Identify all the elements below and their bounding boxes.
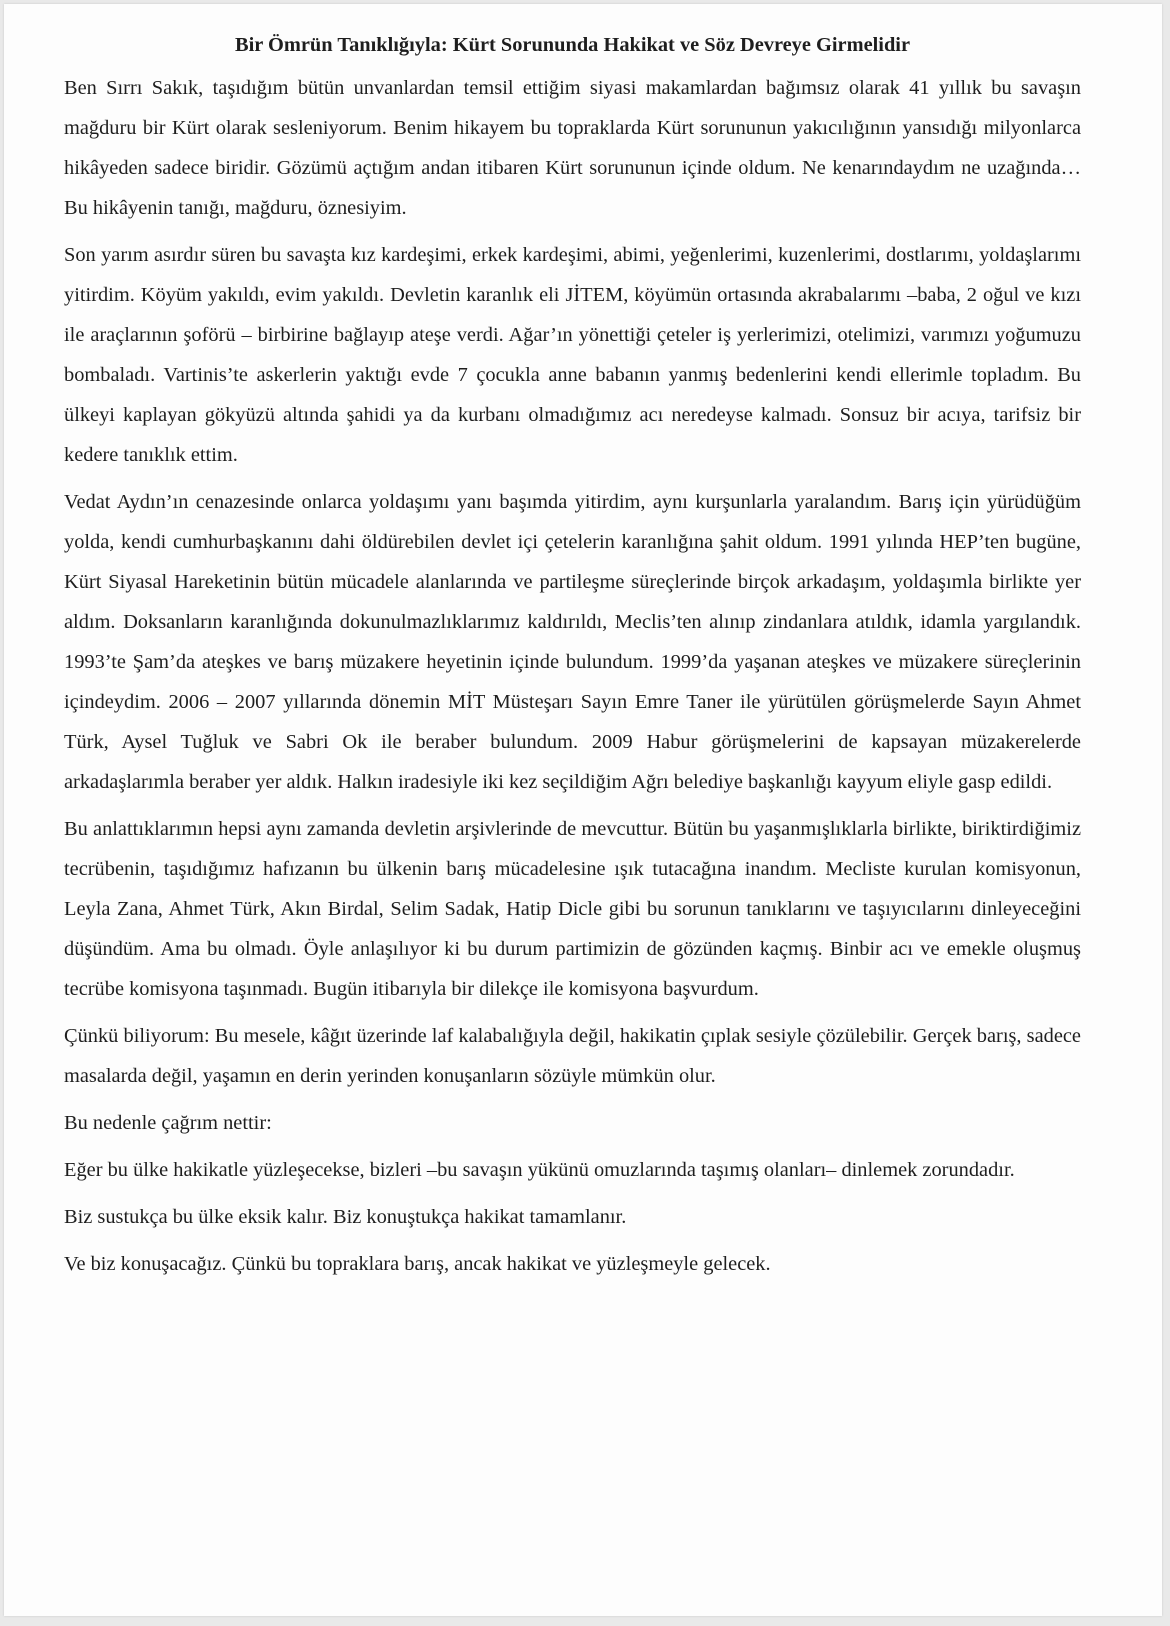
paragraph-8: Biz sustukça bu ülke eksik kalır. Biz konuştukça hakikat tamamlanır.	[64, 1206, 627, 1228]
document-page	[4, 4, 1162, 1616]
paragraph-7: Eğer bu ülke hakikatle yüzleşecekse, bizleri –bu savaşın yükünü omuzlarında taşımış olanları– dinlemek zorundadır.	[64, 1159, 1015, 1181]
paragraph-4: Bu anlattıklarımın hepsi aynı zamanda devletin arşivlerinde de mevcuttur. Bütün bu yaşanmışlıklarla birlikte, biriktirdiğimiz tecrübenin, taşıdığımız hafızanın bu ülkenin barış mücadelesine ışık tutacağına inandım. Mecliste kurulan komisyonun, Leyla Zana, Ahmet Türk, Akın Birdal, Selim Sadak, Hatip Dicle gibi bu sorunun tanıklarını ve taşıyıcılarını dinleyeceğini düşündüm. Ama bu olmadı. Öyle anlaşılıyor ki bu durum partimizin de gözünden kaçmış. Binbir acı ve emekle oluşmuş tecrübe komisyona taşınmadı. Bugün itibarıyla bir dilekçe ile komisyona başvurdum.	[64, 818, 1081, 1000]
paragraph-2: Son yarım asırdır süren bu savaşta kız kardeşimi, erkek kardeşimi, abimi, yeğenlerimi, kuzenlerimi, dostlarımı, yoldaşlarımı yitirdim. Köyüm yakıldı, evim yakıldı. Devletin karanlık eli JİTEM, köyümün ortasında akrabalarımı –baba, 2 oğul ve kızı ile araçlarının şoförü – birbirine bağlayıp ateşe verdi. Ağar’ın yönettiği çeteler iş yerlerimizi, otelimizi, varımızı yoğumuzu bombaladı. Vartinis’te askerlerin yaktığı evde 7 çocukla anne babanın yanmış bedenlerini kendi ellerimle topladım. Bu ülkeyi kaplayan gökyüzü altında şahidi ya da kurbanı olmadığımız acı neredeyse kalmadı. Sonsuz bir acıya, tarifsiz bir kedere tanıklık ettim.	[64, 244, 1081, 466]
document-title: Bir Ömrün Tanıklığıyla: Kürt Sorununda Hakikat ve Söz Devreye Girmelidir	[234, 34, 911, 56]
paragraph-9: Ve biz konuşacağız. Çünkü bu topraklara barış, ancak hakikat ve yüzleşmeyle gelecek.	[64, 1253, 771, 1275]
document-body	[64, 26, 1081, 1291]
paragraph-5: Çünkü biliyorum: Bu mesele, kâğıt üzerinde laf kalabalığıyla değil, hakikatin çıplak sesiyle çözülebilir. Gerçek barış, sadece masalarda değil, yaşamın en derin yerinden konuşanların sözüyle mümkün olur.	[64, 1025, 1081, 1087]
paragraph-3: Vedat Aydın’ın cenazesinde onlarca yoldaşımı yanı başımda yitirdim, aynı kurşunlarla yaralandım. Barış için yürüdüğüm yolda, kendi cumhurbaşkanını dahi öldürebilen devlet içi çetelerin karanlığına şahit oldum. 1991 yılında HEP’ten bugüne, Kürt Siyasal Hareketinin bütün mücadele alanlarında ve partileşme süreçlerinde birçok arkadaşım, yoldaşımla birlikte yer aldım. Doksanların karanlığında dokunulmazlıklarımız kaldırıldı, Meclis’ten alınıp zindanlara atıldık, idamla yargılandık. 1993’te Şam’da ateşkes ve barış müzakere heyetinin içinde bulundum. 1999’da yaşanan ateşkes ve müzakere süreçlerinin içindeydim. 2006 – 2007 yıllarında dönemin MİT Müsteşarı Sayın Emre Taner ile yürütülen görüşmelerde Sayın Ahmet Türk, Aysel Tuğluk ve Sabri Ok ile beraber bulundum. 2009 Habur görüşmelerini de kapsayan müzakerelerde arkadaşlarımla beraber yer aldık. Halkın iradesiyle iki kez seçildiğim Ağrı belediye başkanlığı kayyum eliyle gasp edildi.	[64, 491, 1081, 793]
paragraph-1: Ben Sırrı Sakık, taşıdığım bütün unvanlardan temsil ettiğim siyasi makamlardan bağımsız olarak 41 yıllık bu savaşın mağduru bir Kürt olarak sesleniyorum. Benim hikayem bu topraklarda Kürt sorununun yakıcılığının yansıdığı milyonlarca hikâyeden sadece biridir. Gözümü açtığım andan itibaren Kürt sorununun içinde oldum. Ne kenarındaydım ne uzağında… Bu hikâyenin tanığı, mağduru, öznesiyim.	[64, 77, 1081, 219]
paragraph-6: Bu nedenle çağrım nettir:	[64, 1112, 272, 1134]
